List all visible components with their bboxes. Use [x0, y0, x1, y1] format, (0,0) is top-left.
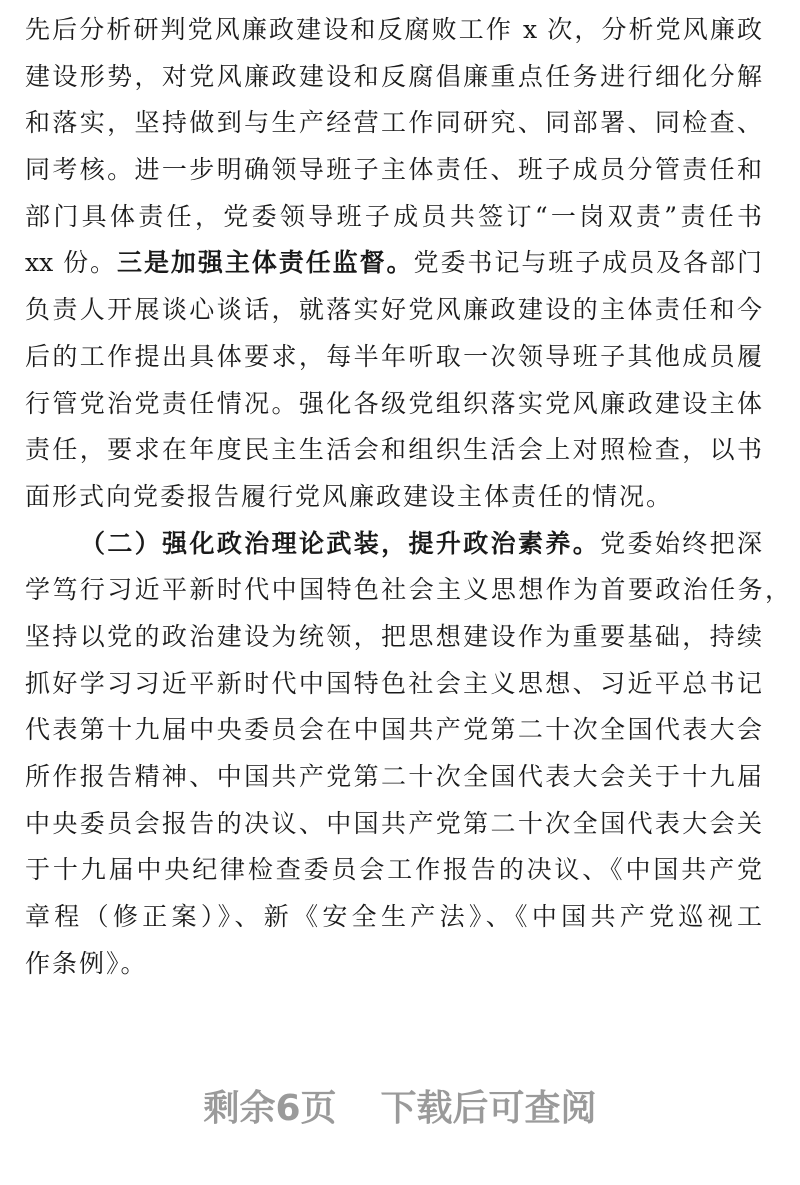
- text-run: 坚持以党的政治建设为统领，把思想建设作为重要基础，持续: [25, 621, 762, 651]
- text-run: 部门具体责任，党委领导班子成员共签订“一岗双责”责任书: [25, 201, 762, 231]
- text-line: [25, 334, 762, 381]
- text-run: 中央委员会报告的决议、中国共产党第二十次全国代表大会关: [25, 808, 762, 838]
- text-run: 和落实，坚持做到与生产经营工作同研究、同部署、同检查、: [25, 108, 762, 138]
- bold-heading-run: 三是加强主体责任监督。: [117, 248, 414, 278]
- text-run: 党委始终把深: [600, 528, 762, 558]
- text-line: [25, 707, 762, 754]
- text-line: [25, 847, 762, 894]
- text-line: [25, 287, 762, 334]
- remaining-pages-label[interactable]: 剩余6页: [203, 1088, 337, 1129]
- text-line: [25, 240, 762, 287]
- text-run: 建设形势，对党风廉政建设和反腐倡廉重点任务进行细化分解: [25, 61, 762, 91]
- text-run: 作条例》。: [25, 948, 148, 978]
- text-run: 章程（修正案）》、新《安全生产法》、《中国共产党巡视工: [25, 902, 762, 932]
- text-run: 党委书记与班子成员及各部门: [413, 248, 762, 278]
- section-heading: （二）强化政治理论武装，提升政治素养。: [80, 528, 601, 558]
- text-line: [25, 7, 762, 54]
- text-line: [25, 427, 762, 474]
- text-run: 同考核。进一步明确领导班子主体责任、班子成员分管责任和: [25, 155, 762, 185]
- text-run: 负责人开展谈心谈话，就落实好党风廉政建设的主体责任和今: [25, 295, 762, 325]
- document-body: [25, 7, 790, 987]
- text-line: [25, 474, 762, 521]
- text-run: 责任，要求在年度民主生活会和组织生活会上对照检查，以书: [25, 435, 762, 465]
- section-heading-line: [25, 521, 762, 568]
- text-run: 于十九届中央纪律检查委员会工作报告的决议、《中国共产党: [25, 855, 762, 885]
- text-line: [25, 614, 762, 661]
- text-line: [25, 941, 762, 988]
- text-line: [25, 100, 762, 147]
- text-run: 面形式向党委报告履行党风廉政建设主体责任的情况。: [25, 481, 674, 511]
- text-line: [25, 754, 762, 801]
- text-line: [25, 661, 762, 708]
- text-line: [25, 567, 790, 614]
- text-run: xx 份。: [25, 248, 118, 278]
- text-run: 先后分析研判党风廉政建设和反腐败工作 x 次，分析党风廉政: [25, 15, 762, 44]
- download-to-view-label[interactable]: 下载后可查阅: [380, 1088, 597, 1129]
- text-line: [25, 381, 762, 428]
- text-run: 抓好学习习近平新时代中国特色社会主义思想、习近平总书记: [25, 668, 762, 698]
- text-run: 后的工作提出具体要求，每半年听取一次领导班子其他成员履: [25, 341, 762, 371]
- text-line: [25, 54, 762, 101]
- text-line: [25, 801, 762, 848]
- text-line: [25, 147, 762, 194]
- download-prompt[interactable]: [0, 1080, 800, 1131]
- text-run: 代表第十九届中央委员会在中国共产党第二十次全国代表大会: [25, 715, 762, 745]
- text-line: [25, 894, 762, 941]
- text-run: 学笃行习近平新时代中国特色社会主义思想作为首要政治任务，: [25, 575, 790, 605]
- text-line: [25, 194, 762, 241]
- text-run: 所作报告精神、中国共产党第二十次全国代表大会关于十九届: [25, 762, 762, 791]
- text-run: 行管党治党责任情况。强化各级党组织落实党风廉政建设主体: [25, 388, 762, 418]
